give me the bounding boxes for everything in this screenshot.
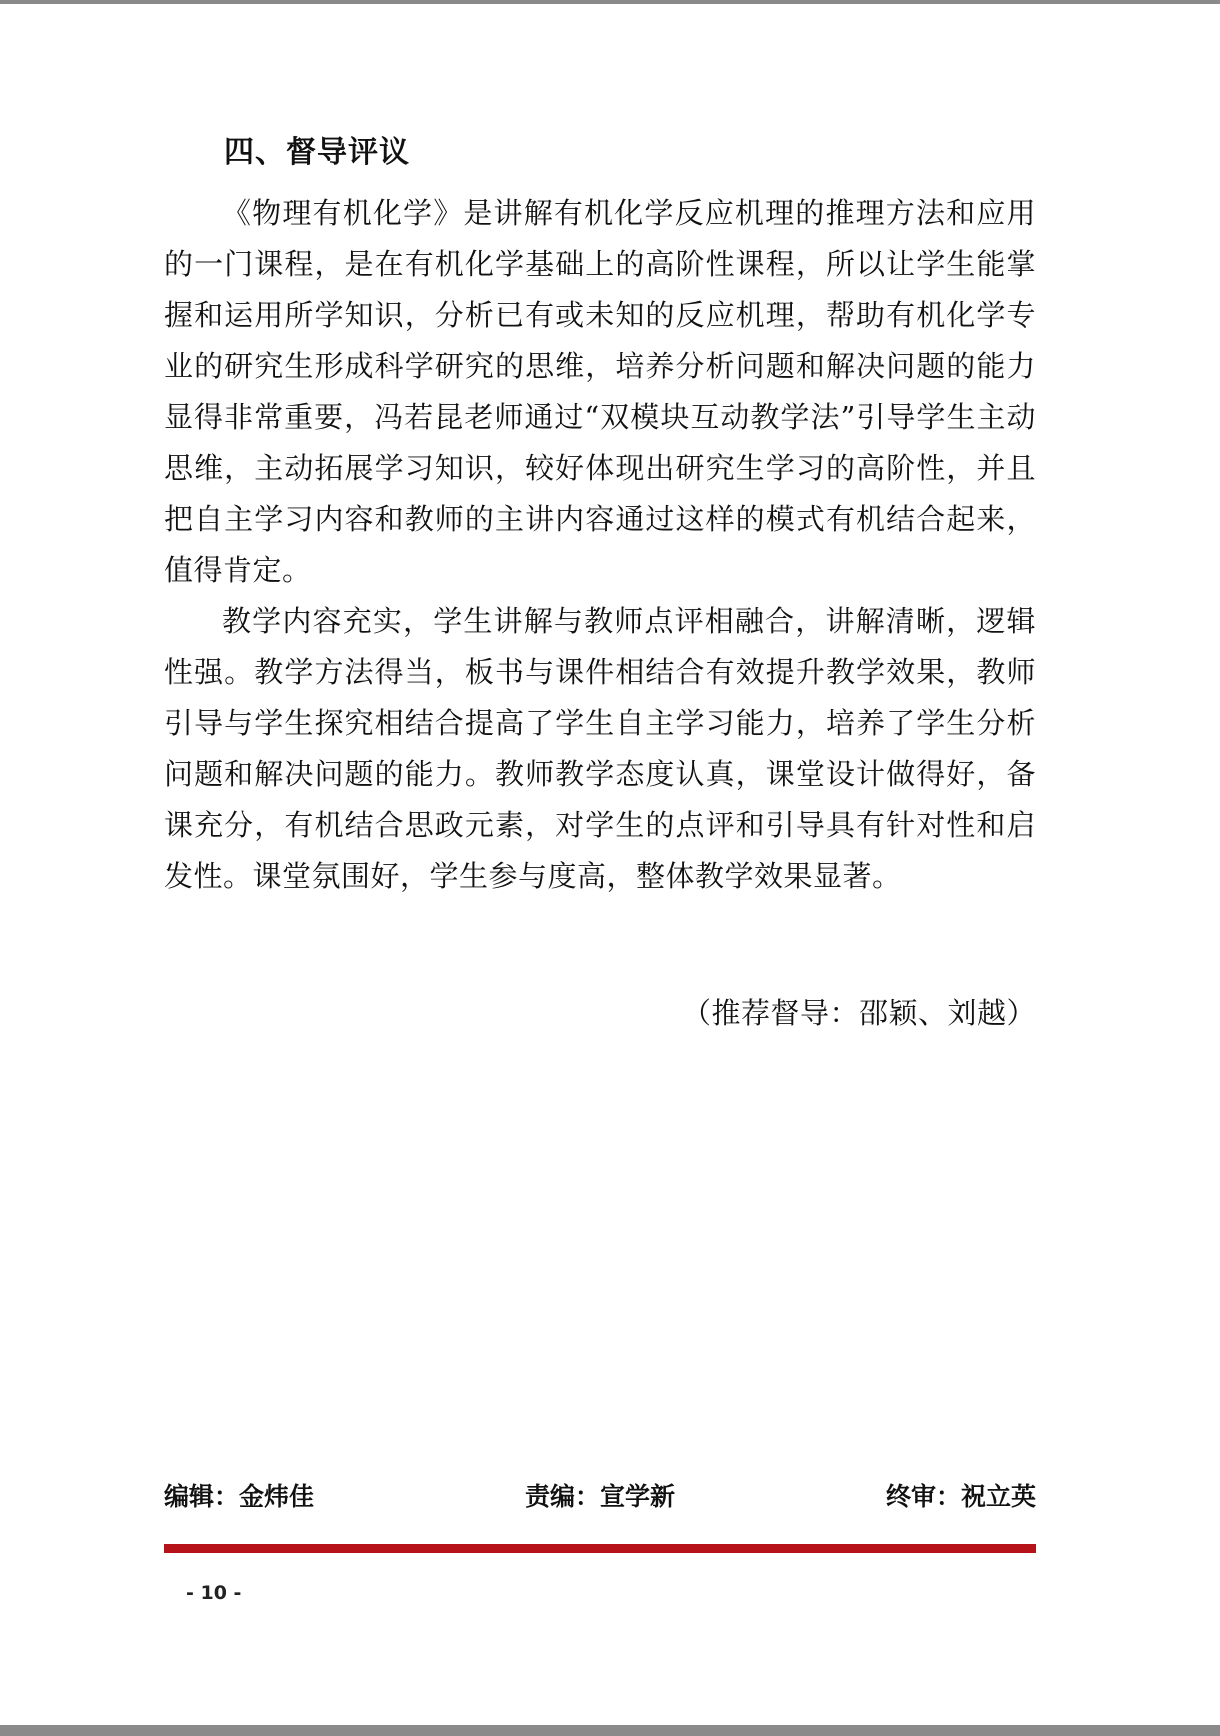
document-body	[164, 130, 1036, 1039]
page-bottom-edge	[0, 1725, 1220, 1736]
footer-credits	[164, 1480, 1036, 1514]
page-top-edge	[0, 0, 1220, 4]
recommending-supervisors-line: （推荐督导：邵颖、刘越）	[681, 996, 1036, 1030]
footer-editor: 编辑：金炜佳	[164, 1482, 315, 1511]
page-number: - 10 -	[186, 1582, 242, 1604]
footer-red-divider	[164, 1544, 1036, 1553]
paragraph-supervision-review-2: 教学内容充实，学生讲解与教师点评相融合，讲解清晰，逻辑性强。教学方法得当，板书与课件相结合有效提升教学效果，教师引导与学生探究相结合提高了学生自主学习能力，培养了学生分析问题和解决问题的能力。教师教学态度认真，课堂设计做得好，备课充分，有机结合思政元素，对学生的点评和引导具有针对性和启发性。课堂氛围好，学生参与度高，整体教学效果显著。	[164, 604, 1036, 893]
footer-final-reviewer: 终审：祝立英	[885, 1482, 1036, 1511]
section-heading: 四、督导评议	[224, 135, 410, 170]
paragraph-supervision-review-1: 《物理有机化学》是讲解有机化学反应机理的推理方法和应用的一门课程，是在有机化学基础上的高阶性课程，所以让学生能掌握和运用所学知识，分析已有或未知的反应机理，帮助有机化学专业的研究生形成科学研究的思维，培养分析问题和解决问题的能力显得非常重要，冯若昆老师通过“双模块互动教学法”引导学生主动思维，主动拓展学习知识，较好体现出研究生学习的高阶性，并且把自主学习内容和教师的主讲内容通过这样的模式有机结合起来，值得肯定。	[164, 196, 1036, 587]
footer-responsible-editor: 责编：宣学新	[524, 1482, 675, 1511]
